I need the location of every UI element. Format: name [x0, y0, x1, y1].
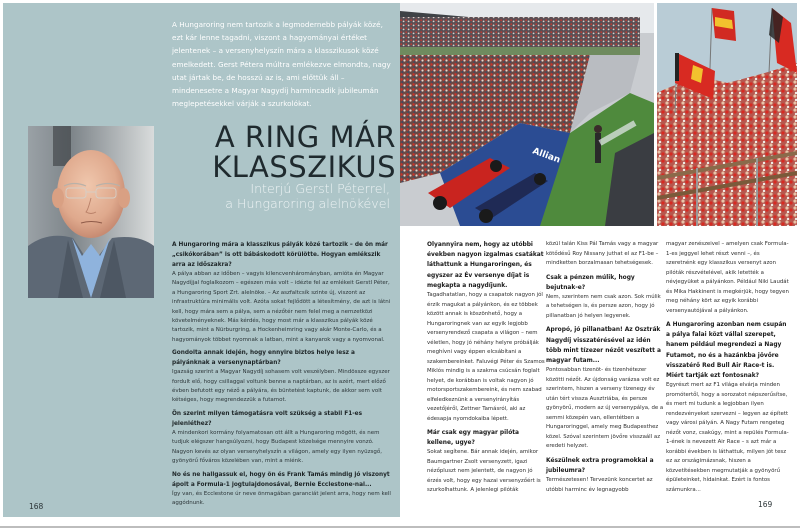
interview-answer: Igazság szerint a Magyar Nagydíj sohasem volt veszélyben. Mindössze egyszer fordult elő, hogy csillaggal voltunk benne a naptárban, az is azért, mert előző évben befutott egy néző a pályára, és büntetést kaptunk, de akkor sem volt kétséges, hogy megrendezzük a futamot.: [172, 369, 390, 404]
interview-answer: Sokat segítene. Bár annak idején, amikor Baumgartner Zsolt versenyzett, igazi nézőpluszt nem jelentett, de nagyon jó érzés volt, hogy egy hazai versenyzőért is szurkolhattunk. A jelenlegi pilóták: [427, 449, 541, 494]
interview-question: A Hungaroring mára a klasszikus pályák közé tartozik – de ön már „csikókorában” is ott bábáskodott körülötte. Hogyan emlékszik arra az időszakra?: [172, 242, 388, 268]
interview-answer: közül talán Kiss Pál Tamás vagy a magyar kötődésű Roy Nissany juthat el az F1-be – mindketten borzalmasan tehetségesek.: [546, 241, 659, 266]
interview-question: Már csak egy magyar pilóta kellene, ugye?: [427, 430, 520, 447]
interview-answer: magyar zenészeivel – amelyen csak Formula-1-es jeggyel lehet részt venni –, és szeretnénk egy klasszikus versenyt azon pilóták részvételével, akik letették a névjegyüket a pályánkon. Például Niki Laudát és Mika Hakkinent is megkérjük, hogy tegyen meg néhány kört az egyik korábbi versenyautójával a pályánkon.: [666, 241, 789, 314]
article-subtitle: [180, 181, 390, 211]
interview-answer: A pálya abban az időben – vagyis kilencvenhárományban, amióta én Magyar Nagydíjjal foglalkozom – egészen más volt – idézte fel az emlékeit Gerstl Péter, a Hungaroring Sport Zrt. alelnöke. – Az aszfaltcsík szinte új, viszont az infrastruktúra minimális volt. Azóta sokat fejlődött a létesítmény, de azt is látni kell, hogy mára sem a pálya, sem a nézőtér nem felel meg a nemzetközi követelményeknek. Más kérdés, hogy most már a klasszikus pályák közé tartozik, mint a Nürburgring, a Hockenheimring vagy akár Monte-Carlo, és a hagyományok többet nyomnak a latban, mint a kanyarok vagy a nyomvonal.: [172, 271, 391, 343]
interview-answer: A mindenkori kormány folyamatosan ott állt a Hungaroring mögött, és nem tudjuk elégszer hangsúlyozni, hogy Budapest közelsége mennyire vonzó. Nagyon kevés az olyan versenyhelyszín a világon, amely egy ilyen nyüzsgő, gyönyörű főváros közelében van, mint a miénk.: [172, 429, 382, 465]
podium-banner-text: Allian: [530, 146, 562, 166]
article-lead: A Hungaroring nem tartozik a legmodernebb pályák közé, ezt kár lenne tagadni, viszont a hagyományai értéket jelentenek – a versenyhelyszín mára a klasszikusok közé emelkedett. Gerst Pétera múltra emlékezve elmondta, nagy utat jártak be, de hosszú az is, ami előttük áll – mindenesetre a Magyar Nagydíj harmincadik jubileumán meglepetésekkel várják a szurkolókat.: [172, 20, 391, 109]
interview-answer: Pontosabban tizenöt- és tizenhétezer közötti nézőt. Az újdonság varázsa volt ez szerintem, hiszen a verseny tizenegy év után tért vissza Ausztriába, és persze gyönyörű, modern az új versenypálya, de a semmi közepén van, ellentétben a Hungaroringgel, amely meg Budapesthez közel. Szóval szerintem jövőre visszaáll az eredeti helyzet.: [546, 367, 664, 450]
interview-answer: Nem, szerintem nem csak azon. Sok múlik a tehetségen is, és persze azon, hogy jó pillanatban jó helyen legyenek.: [546, 293, 661, 319]
interview-question: No és ne hallgassuk el, hogy ön és Frank Tamás mindig jó viszonyt ápolt a Formula-1 jogtulajdonosával, Bernie Ecclestone-nal...: [172, 471, 390, 488]
interview-question: Ön szerint milyen támogatásra volt szükség a stabil F1-es jelenléthez?: [172, 410, 363, 427]
fans-illustration: [657, 3, 797, 226]
title-line-2: KLASSZIKUS: [212, 150, 396, 184]
interview-answer: Tagadhatatlan, hogy a csapatok nagyon jól érzik magukat a pályánkon, és ez többek között annak is köszönhető, hogy a Hungaroringnek van az egyik legjobb versenyrendező csapata a világon – nem véletlen, hogy jó néhány helyre próbálják meghívni vagy éppen elcsábítani a szakembereinket. Faluvégi Péter és Szamos Miklós mindig is a szakma csúcsán foglalt helyet, de korábban is voltak nagyon jó motorsportszakembereink, és nem szabad elfeledkeznünk a versenyirányítás vezetőjéről, Zettner Tamásról, aki az édesapja nyomdokaiba lépett.: [427, 292, 545, 422]
interview-column-1: [427, 240, 545, 496]
interview-left-column: [172, 240, 392, 508]
subtitle-line-1: Interjú Gerstl Péterrel,: [250, 181, 390, 196]
article-title: [186, 122, 396, 182]
interview-answer: Természetesen! Tervezünk koncertet az utóbbi harminc év legnagyobb: [546, 477, 653, 493]
ferrari-fans-photo: [657, 3, 797, 226]
interview-question: Apropó, jó pillanatban! Az Osztrák Nagydíj visszatérésével az idén több mint tízezer nézőt veszített a magyar futam...: [546, 327, 661, 365]
podium-illustration: [400, 3, 654, 226]
portrait-photo: [28, 126, 154, 298]
interview-column-2: [546, 240, 664, 495]
interview-question: Csak a pénzen múlik, hogy bejutnak-e?: [546, 274, 635, 291]
interview-question: Készülnek extra programokkal a jubileumra?: [546, 457, 654, 474]
interview-question: Gondolta annak idején, hogy ennyire biztos helye lesz a pályánknak a versenynaptárban?: [172, 350, 355, 367]
page-number-right: 169: [758, 500, 773, 509]
podium-celebration-photo: [400, 3, 654, 226]
interview-question: A Hungaroring azonban nem csupán a pálya falai közt vállal szerepet, hanem például megrendezi a Nagy Futamot, no és a hazánkba jövőre visszatérő Red Bull Air Race-t is. Miért tartják ezt fontosnak?: [666, 322, 787, 380]
interview-answer: Egyrészt mert az F1 világa elvárja minden promótertől, hogy a sorozatot népszerűsítse, és mert mi tudunk a legjobban ilyen rendezvényeket szervezni – legyen az épített vagy városi pályán. A Nagy Futam rengeteg nézőt vonz, csakúgy, mint a repülés Formula-1-ének is nevezett Air Race – s azt már a korábbi években is láthattuk, milyen jót tesz ez az országimázsnak, hiszen a közvetítésekben megmutatják a gyönyörű épületeinket, hídainkat. Ezért is fontos számunkra...: [666, 382, 789, 493]
page-number-left: 168: [29, 502, 44, 511]
interview-column-3: [666, 240, 790, 495]
interview-question: Olyannyira nem, hogy az utóbbi években nagyon izgalmas csatákat láthattunk a Hungaroringen, és egyszer az Év versenye díjat is megkapta a nagydíjunk.: [427, 242, 544, 289]
portrait-illustration: [28, 126, 154, 298]
title-line-1: A RING MÁR: [214, 120, 396, 154]
subtitle-line-2: a Hungaroring alelnökével: [225, 196, 390, 211]
interview-answer: Így van, és Ecclestone úr neve önmagában garanciát jelent arra, hogy nem kell aggódnunk.: [172, 490, 391, 506]
page-bottom-rule: [0, 526, 800, 528]
